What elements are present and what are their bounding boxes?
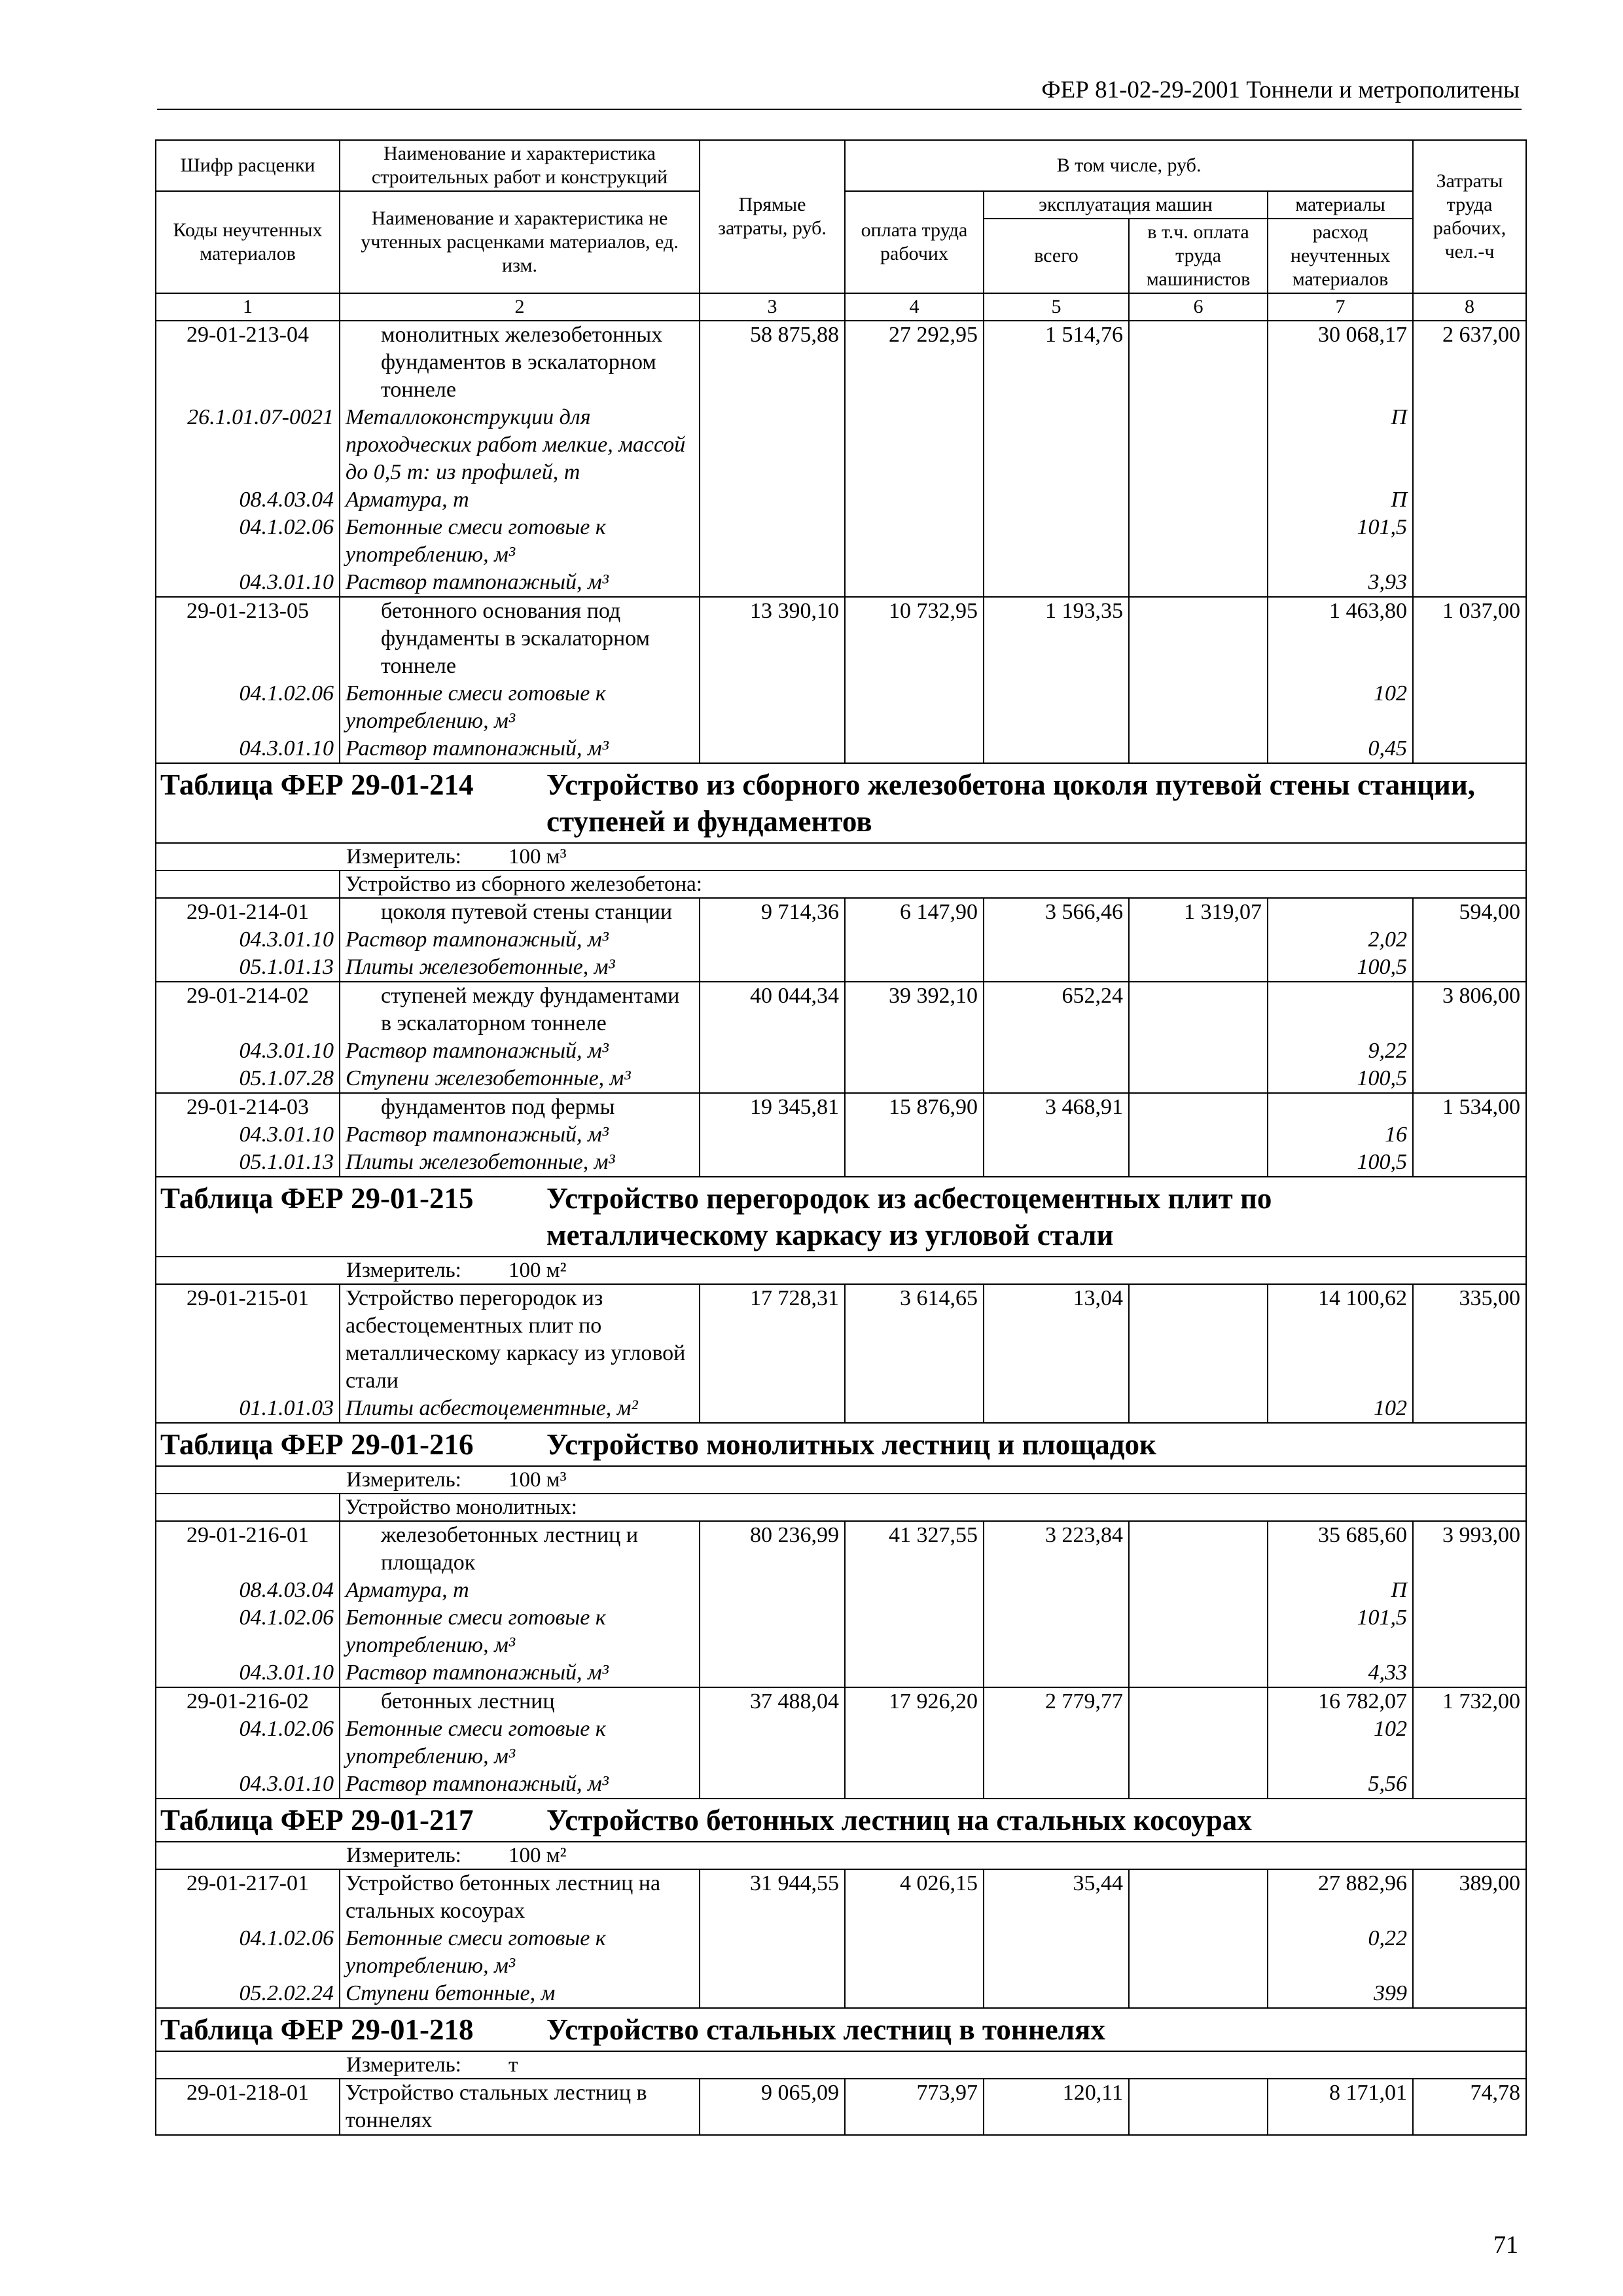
material-quantity: 3,93 bbox=[1268, 569, 1413, 597]
rate-row bbox=[156, 1284, 1526, 1395]
material-code: 04.1.02.06 bbox=[156, 1925, 340, 1980]
rate-pay: 4 026,15 bbox=[845, 1869, 984, 2008]
section-title-row bbox=[156, 1177, 1526, 1257]
rate-pay: 10 732,95 bbox=[845, 597, 984, 763]
material-code: 08.4.03.04 bbox=[156, 1577, 340, 1604]
col-number: 7 bbox=[1268, 293, 1413, 321]
rate-mat: 30 068,17 bbox=[1268, 321, 1413, 404]
material-code: 04.3.01.10 bbox=[156, 735, 340, 763]
material-name: Металлоконструкции для проходческих работ мелкие, массой до 0,5 т: из профилей, т bbox=[340, 404, 700, 486]
rate-hours: 389,00 bbox=[1413, 1869, 1526, 2008]
section-table-title: Устройство перегородок из асбестоцементных плит по металлическому каркасу из угловой стали bbox=[546, 1182, 1272, 1251]
rate-hours: 594,00 bbox=[1413, 898, 1526, 982]
rate-machpay bbox=[1129, 982, 1268, 1093]
material-code: 05.2.02.24 bbox=[156, 1980, 340, 2008]
rate-machpay bbox=[1129, 1521, 1268, 1687]
rate-code: 29-01-214-03 bbox=[156, 1093, 340, 1121]
group-row bbox=[156, 1494, 1526, 1521]
section-table-title: Устройство из сборного железобетона цоколя путевой стены станции, ступеней и фундаментов bbox=[546, 768, 1476, 838]
rate-mach: 1 193,35 bbox=[984, 597, 1129, 763]
col-header-code: Шифр расценки bbox=[156, 140, 340, 191]
measure-cell bbox=[156, 2051, 1526, 2079]
rate-row bbox=[156, 2079, 1526, 2135]
rate-mach: 13,04 bbox=[984, 1284, 1129, 1423]
rate-hours: 3 993,00 bbox=[1413, 1521, 1526, 1687]
material-code: 04.3.01.10 bbox=[156, 569, 340, 597]
rate-row bbox=[156, 1521, 1526, 1577]
material-quantity: 102 bbox=[1268, 1395, 1413, 1423]
rate-machpay bbox=[1129, 321, 1268, 597]
rate-mach: 1 514,76 bbox=[984, 321, 1129, 597]
material-quantity: 100,5 bbox=[1268, 954, 1413, 982]
rate-mach: 120,11 bbox=[984, 2079, 1129, 2135]
rate-pay: 41 327,55 bbox=[845, 1521, 984, 1687]
rate-name: монолитных железобетонных фундаментов в эскалаторном тоннеле bbox=[340, 321, 700, 404]
col-header-machines: эксплуатация машин bbox=[984, 191, 1268, 219]
measure-row bbox=[156, 1257, 1526, 1284]
measure-unit: 100 м² bbox=[508, 1259, 567, 1282]
col-number: 6 bbox=[1129, 293, 1268, 321]
rate-machpay bbox=[1129, 1284, 1268, 1423]
section-title-cell bbox=[156, 763, 1526, 843]
section-table-title: Устройство стальных лестниц в тоннелях bbox=[546, 2013, 1105, 2046]
material-name: Бетонные смеси готовые к употреблению, м³ bbox=[340, 1925, 700, 1980]
material-code: 04.3.01.10 bbox=[156, 1037, 340, 1065]
rate-mach: 35,44 bbox=[984, 1869, 1129, 2008]
rate-pay: 773,97 bbox=[845, 2079, 984, 2135]
material-name: Бетонные смеси готовые к употреблению, м³ bbox=[340, 1604, 700, 1659]
rate-row bbox=[156, 1093, 1526, 1121]
measure-label: Измеритель: bbox=[346, 1844, 461, 1867]
col-number: 1 bbox=[156, 293, 340, 321]
material-quantity: 399 bbox=[1268, 1980, 1413, 2008]
rate-direct: 19 345,81 bbox=[700, 1093, 845, 1177]
rate-mat: 16 782,07 bbox=[1268, 1687, 1413, 1715]
section-title-cell bbox=[156, 1423, 1526, 1466]
material-code: 05.1.01.13 bbox=[156, 954, 340, 982]
rate-code: 29-01-216-02 bbox=[156, 1687, 340, 1715]
col-number: 4 bbox=[845, 293, 984, 321]
col-header-mat-codes: Коды неучтенных материалов bbox=[156, 191, 340, 293]
material-quantity: 4,33 bbox=[1268, 1659, 1413, 1687]
group-title: Устройство из сборного железобетона: bbox=[340, 870, 1526, 898]
material-name: Ступени бетонные, м bbox=[340, 1980, 700, 2008]
col-header-materials: материалы bbox=[1268, 191, 1413, 219]
rate-name: ступеней между фундаментами в эскалаторном тоннеле bbox=[340, 982, 700, 1037]
rate-row bbox=[156, 1687, 1526, 1715]
material-name: Плиты железобетонные, м³ bbox=[340, 1149, 700, 1177]
material-code: 05.1.07.28 bbox=[156, 1065, 340, 1093]
material-quantity: 9,22 bbox=[1268, 1037, 1413, 1065]
material-quantity: 101,5 bbox=[1268, 514, 1413, 569]
rate-direct: 58 875,88 bbox=[700, 321, 845, 597]
material-code: 04.1.02.06 bbox=[156, 514, 340, 569]
material-code: 04.1.02.06 bbox=[156, 1715, 340, 1770]
group-spacer bbox=[156, 1494, 340, 1521]
material-name: Раствор тампонажный, м³ bbox=[340, 1121, 700, 1149]
section-title-row bbox=[156, 1799, 1526, 1842]
col-header-mat-usage: расход неучтенных материалов bbox=[1268, 219, 1413, 293]
material-quantity: П bbox=[1268, 404, 1413, 486]
col-header-labor-hours: Затраты труда рабочих, чел.-ч bbox=[1413, 140, 1526, 293]
rate-row bbox=[156, 982, 1526, 1037]
rate-name: бетонного основания под фундаменты в эскалаторном тоннеле bbox=[340, 597, 700, 680]
rate-pay: 3 614,65 bbox=[845, 1284, 984, 1423]
measure-unit: т bbox=[508, 2053, 518, 2077]
material-name: Плиты железобетонные, м³ bbox=[340, 954, 700, 982]
rate-direct: 37 488,04 bbox=[700, 1687, 845, 1799]
material-quantity: П bbox=[1268, 1577, 1413, 1604]
rate-hours: 1 037,00 bbox=[1413, 597, 1526, 763]
rate-code: 29-01-214-02 bbox=[156, 982, 340, 1037]
rate-row bbox=[156, 1869, 1526, 1925]
rate-row bbox=[156, 898, 1526, 926]
rate-hours: 3 806,00 bbox=[1413, 982, 1526, 1093]
rate-direct: 31 944,55 bbox=[700, 1869, 845, 2008]
rate-mach: 3 468,91 bbox=[984, 1093, 1129, 1177]
rate-mat: 27 882,96 bbox=[1268, 1869, 1413, 1925]
material-quantity: 100,5 bbox=[1268, 1149, 1413, 1177]
rate-name: фундаментов под фермы bbox=[340, 1093, 700, 1121]
measure-label: Измеритель: bbox=[346, 2053, 461, 2077]
rate-mach: 3 566,46 bbox=[984, 898, 1129, 982]
section-title-row bbox=[156, 1423, 1526, 1466]
material-quantity: 2,02 bbox=[1268, 926, 1413, 954]
rate-direct: 9 714,36 bbox=[700, 898, 845, 982]
material-name: Раствор тампонажный, м³ bbox=[340, 926, 700, 954]
section-table-number: Таблица ФЕР 29-01-215 bbox=[160, 1182, 474, 1215]
section-title-cell bbox=[156, 1177, 1526, 1257]
rate-pay: 15 876,90 bbox=[845, 1093, 984, 1177]
col-header-incl: В том числе, руб. bbox=[845, 140, 1413, 191]
measure-label: Измеритель: bbox=[346, 1468, 461, 1492]
material-quantity: 0,45 bbox=[1268, 735, 1413, 763]
rate-hours: 1 732,00 bbox=[1413, 1687, 1526, 1799]
rate-machpay bbox=[1129, 597, 1268, 763]
material-code: 04.3.01.10 bbox=[156, 1770, 340, 1799]
col-header-name: Наименование и характеристика строительных работ и конструкций bbox=[340, 140, 700, 191]
rate-code: 29-01-214-01 bbox=[156, 898, 340, 926]
rate-mach: 652,24 bbox=[984, 982, 1129, 1093]
rate-mach: 2 779,77 bbox=[984, 1687, 1129, 1799]
group-title: Устройство монолитных: bbox=[340, 1494, 1526, 1521]
material-quantity: 101,5 bbox=[1268, 1604, 1413, 1659]
col-header-mach-total: всего bbox=[984, 219, 1129, 293]
page-number: 71 bbox=[1493, 2231, 1518, 2259]
price-table bbox=[155, 139, 1527, 2136]
col-number: 8 bbox=[1413, 293, 1526, 321]
rate-direct: 17 728,31 bbox=[700, 1284, 845, 1423]
measure-unit: 100 м³ bbox=[508, 1468, 567, 1492]
section-title-cell bbox=[156, 2008, 1526, 2051]
col-number: 3 bbox=[700, 293, 845, 321]
section-table-number: Таблица ФЕР 29-01-216 bbox=[160, 1428, 474, 1461]
rate-mat bbox=[1268, 982, 1413, 1037]
material-code: 04.3.01.10 bbox=[156, 1659, 340, 1687]
material-code: 08.4.03.04 bbox=[156, 486, 340, 514]
rate-pay: 39 392,10 bbox=[845, 982, 984, 1093]
material-name: Раствор тампонажный, м³ bbox=[340, 1037, 700, 1065]
rate-name: железобетонных лестниц и площадок bbox=[340, 1521, 700, 1577]
col-header-direct: Прямые затраты, руб. bbox=[700, 140, 845, 293]
material-name: Ступени железобетонные, м³ bbox=[340, 1065, 700, 1093]
material-name: Бетонные смеси готовые к употреблению, м³ bbox=[340, 514, 700, 569]
rate-code: 29-01-215-01 bbox=[156, 1284, 340, 1395]
rate-name: Устройство перегородок из асбестоцементных плит по металлическому каркасу из угловой стали bbox=[340, 1284, 700, 1395]
material-name: Раствор тампонажный, м³ bbox=[340, 569, 700, 597]
col-number: 5 bbox=[984, 293, 1129, 321]
rate-mat bbox=[1268, 898, 1413, 926]
rate-direct: 80 236,99 bbox=[700, 1521, 845, 1687]
rate-mat: 35 685,60 bbox=[1268, 1521, 1413, 1577]
section-title-cell bbox=[156, 1799, 1526, 1842]
col-header-mat-name: Наименование и характеристика не учтенных расценками материалов, ед. изм. bbox=[340, 191, 700, 293]
measure-unit: 100 м² bbox=[508, 1844, 567, 1867]
measure-row bbox=[156, 843, 1526, 870]
measure-label: Измеритель: bbox=[346, 845, 461, 869]
material-code: 26.1.01.07-0021 bbox=[156, 404, 340, 486]
material-name: Раствор тампонажный, м³ bbox=[340, 1770, 700, 1799]
rate-code: 29-01-216-01 bbox=[156, 1521, 340, 1577]
rate-mat: 14 100,62 bbox=[1268, 1284, 1413, 1395]
rate-name: Устройство бетонных лестниц на стальных косоурах bbox=[340, 1869, 700, 1925]
rate-machpay bbox=[1129, 2079, 1268, 2135]
material-name: Арматура, т bbox=[340, 486, 700, 514]
rate-machpay bbox=[1129, 1687, 1268, 1799]
col-number: 2 bbox=[340, 293, 700, 321]
material-code: 05.1.01.13 bbox=[156, 1149, 340, 1177]
section-table-number: Таблица ФЕР 29-01-218 bbox=[160, 2013, 474, 2046]
rate-hours: 1 534,00 bbox=[1413, 1093, 1526, 1177]
rate-mat bbox=[1268, 1093, 1413, 1121]
material-name: Плиты асбестоцементные, м² bbox=[340, 1395, 700, 1423]
rate-hours: 2 637,00 bbox=[1413, 321, 1526, 597]
material-quantity: П bbox=[1268, 486, 1413, 514]
rate-pay: 27 292,95 bbox=[845, 321, 984, 597]
material-quantity: 100,5 bbox=[1268, 1065, 1413, 1093]
material-code: 04.1.02.06 bbox=[156, 680, 340, 735]
material-quantity: 102 bbox=[1268, 1715, 1413, 1770]
rate-code: 29-01-218-01 bbox=[156, 2079, 340, 2135]
material-code: 01.1.01.03 bbox=[156, 1395, 340, 1423]
rate-direct: 40 044,34 bbox=[700, 982, 845, 1093]
rate-pay: 17 926,20 bbox=[845, 1687, 984, 1799]
group-row bbox=[156, 870, 1526, 898]
header-rule bbox=[157, 109, 1522, 110]
material-name: Бетонные смеси готовые к употреблению, м³ bbox=[340, 680, 700, 735]
measure-cell bbox=[156, 1466, 1526, 1494]
rate-row bbox=[156, 597, 1526, 680]
rate-code: 29-01-217-01 bbox=[156, 1869, 340, 1925]
measure-label: Измеритель: bbox=[346, 1259, 461, 1282]
col-header-labor-pay: оплата труда рабочих bbox=[845, 191, 984, 293]
measure-cell bbox=[156, 843, 1526, 870]
rate-machpay bbox=[1129, 1869, 1268, 2008]
rate-name: бетонных лестниц bbox=[340, 1687, 700, 1715]
section-table-title: Устройство бетонных лестниц на стальных косоурах bbox=[546, 1804, 1252, 1837]
rate-code: 29-01-213-04 bbox=[156, 321, 340, 404]
rate-machpay bbox=[1129, 1093, 1268, 1177]
material-code: 04.3.01.10 bbox=[156, 1121, 340, 1149]
group-spacer bbox=[156, 870, 340, 898]
material-code: 04.1.02.06 bbox=[156, 1604, 340, 1659]
rate-hours: 335,00 bbox=[1413, 1284, 1526, 1423]
material-name: Раствор тампонажный, м³ bbox=[340, 735, 700, 763]
measure-row bbox=[156, 1466, 1526, 1494]
material-quantity: 16 bbox=[1268, 1121, 1413, 1149]
rate-machpay: 1 319,07 bbox=[1129, 898, 1268, 982]
section-title-row bbox=[156, 2008, 1526, 2051]
section-table-number: Таблица ФЕР 29-01-214 bbox=[160, 768, 474, 801]
measure-cell bbox=[156, 1842, 1526, 1869]
rate-code: 29-01-213-05 bbox=[156, 597, 340, 680]
measure-cell bbox=[156, 1257, 1526, 1284]
rate-name: цоколя путевой стены станции bbox=[340, 898, 700, 926]
document-header-title: ФЕР 81-02-29-2001 Тоннели и метрополитены bbox=[1041, 77, 1520, 103]
measure-unit: 100 м³ bbox=[508, 845, 567, 869]
rate-hours: 74,78 bbox=[1413, 2079, 1526, 2135]
rate-mat: 1 463,80 bbox=[1268, 597, 1413, 680]
material-code: 04.3.01.10 bbox=[156, 926, 340, 954]
col-header-mach-pay: в т.ч. оплата труда машинистов bbox=[1129, 219, 1268, 293]
rate-direct: 13 390,10 bbox=[700, 597, 845, 763]
rate-direct: 9 065,09 bbox=[700, 2079, 845, 2135]
material-quantity: 102 bbox=[1268, 680, 1413, 735]
measure-row bbox=[156, 2051, 1526, 2079]
measure-row bbox=[156, 1842, 1526, 1869]
material-quantity: 5,56 bbox=[1268, 1770, 1413, 1799]
rate-name: Устройство стальных лестниц в тоннелях bbox=[340, 2079, 700, 2135]
rate-row bbox=[156, 321, 1526, 404]
material-name: Арматура, т bbox=[340, 1577, 700, 1604]
rate-mat: 8 171,01 bbox=[1268, 2079, 1413, 2135]
material-name: Раствор тампонажный, м³ bbox=[340, 1659, 700, 1687]
section-title-row bbox=[156, 763, 1526, 843]
rate-mach: 3 223,84 bbox=[984, 1521, 1129, 1687]
section-table-number: Таблица ФЕР 29-01-217 bbox=[160, 1804, 474, 1837]
material-quantity: 0,22 bbox=[1268, 1925, 1413, 1980]
section-table-title: Устройство монолитных лестниц и площадок bbox=[546, 1428, 1156, 1461]
material-name: Бетонные смеси готовые к употреблению, м³ bbox=[340, 1715, 700, 1770]
rate-pay: 6 147,90 bbox=[845, 898, 984, 982]
